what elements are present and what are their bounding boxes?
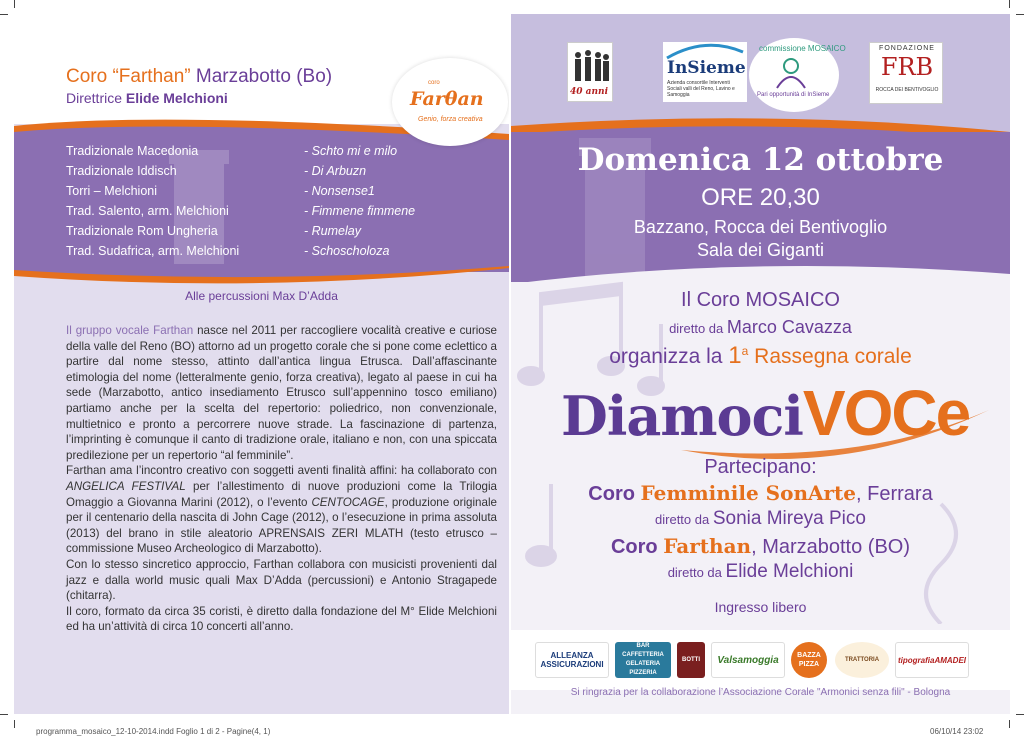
host-director-line (511, 317, 1010, 338)
percussion-credit: Alle percussioni Max D’Adda (185, 289, 338, 303)
event-date: Domenica 12 ottobre (577, 142, 944, 178)
directed-by-label: diretto da (669, 321, 727, 336)
guest-1-director-line (511, 508, 1010, 530)
fondazione-logo (869, 42, 943, 104)
partecipano-heading: Partecipano: (704, 456, 817, 478)
crop-mark (14, 720, 15, 728)
track-origin: Torri – Melchioni (66, 184, 158, 198)
track-origin: Trad. Sudafrica, arm. Melchioni (66, 244, 240, 258)
crop-mark (0, 714, 8, 715)
edition-sup: a (741, 344, 749, 358)
bio-paragraph (66, 323, 497, 463)
sponsor-logo: Valsamoggia (711, 642, 785, 678)
festival-line (511, 342, 1010, 370)
guest-1-city: , Ferrara (856, 483, 933, 505)
track-title: - Schoscholoza (304, 244, 390, 258)
track-title: - Di Arbuzn (304, 164, 367, 178)
logo-tagline: Genio, forza creativa (418, 116, 483, 123)
anniversary-logo (567, 42, 613, 102)
crowd-icon (568, 43, 614, 87)
diamoci-word: Diamoci (561, 384, 803, 448)
guest-2-prefix: Coro (610, 536, 664, 558)
sponsor-logo: BAZZA PIZZA (791, 642, 827, 678)
edition-number: 1 (728, 342, 742, 369)
coro-city: Marzabotto (Bo) (190, 66, 333, 87)
crop-mark (1009, 0, 1010, 8)
director-name: Elide Melchioni (125, 90, 228, 106)
insieme-logo (663, 42, 747, 102)
bio-italic: CENTOCAGE (311, 495, 385, 509)
event-hall: Sala dei Giganti (696, 240, 825, 260)
crop-mark (1016, 714, 1024, 715)
sponsor-logo: BOTTI (677, 642, 705, 678)
host-choir-name: MOSAICO (745, 289, 840, 311)
sponsor-logo: tipografiaAMADEI (895, 642, 969, 678)
track-origin: Trad. Salento, arm. Melchioni (66, 204, 229, 218)
commissione-subtitle: Pari opportunità di InSieme (757, 92, 830, 98)
sponsor-logo: BAR CAFFETTERIA GELATERIA PIZZERIA (615, 642, 671, 678)
insieme-text: InSieme (667, 58, 746, 78)
left-panel (14, 14, 509, 714)
track-title: - Nonsense1 (304, 184, 375, 198)
track-origin: Tradizionale Iddisch (66, 164, 177, 178)
event-place: Bazzano, Rocca dei Bentivoglio (633, 217, 888, 237)
bio-paragraph: Il coro, formato da circa 35 coristi, è diretto dalla fondazione del M° Elide Melchioni ed ha un’attività di circa 10 concerti all’anno. (66, 604, 497, 634)
host-director-name: Marco Cavazza (726, 317, 852, 337)
guest-2-director-line (511, 561, 1010, 583)
mosaic-figure-icon (771, 56, 811, 90)
print-slug-left: programma_mosaico_12-10-2014.indd Foglio 1 di 2 - Pagine(4, 1) (36, 727, 271, 736)
print-slug-right: 06/10/14 23:02 (930, 727, 984, 736)
bio-text-span: per l’allestimento di nuove produzioni come la Trilogia Omaggio a Giovanna Marini (2012), o l’evento (66, 479, 497, 509)
track-origin: Tradizionale Rom Ungheria (66, 224, 218, 238)
guest-choir-2 (511, 534, 1010, 559)
festival-name: Rassegna corale (748, 345, 912, 368)
bio-text-span: nasce nel 2011 per raccogliere vocalità creative e curiose della valle del Reno (BO) attorno ad un progetto corale che si pone come eclettico a partire dal nome stesso, attinto dall’antica lingua Etrusca. Dall’affascinante etimologia del nome (letteralmente genio, forza creativa), legato al paese in cui ha sede (Marzabotto, antico insediamento Etrusco sull’appennino tosco emiliano) partiamo anche per la scelta del repertorio: poliedrico, non convenzionale, multietnico e pronto a percorrere nuove strade. La fascinazione di partenza, l’imprinting è comunque il canto di tradizione orale, italiano e non, con una spiccata predilezione per un repertorio “al femminile”. (66, 324, 497, 462)
thanks-line: Si ringrazia per la collaborazione l’Associazione Corale "Armonici senza fili" - Bologna (570, 687, 951, 698)
bio-paragraph: Con lo stesso sincretico approccio, Farthan collabora con musicisti provenienti dal jazz e dalla world music quali Max D’Adda (percussioni) e Antonio Stragapede (chitarra). (66, 557, 497, 603)
insieme-subtitle: Azienda consortile Interventi Sociali valli del Reno, Lavino e Samoggia (667, 80, 735, 98)
bio-text-span: Farthan ama l’incontro creativo con soggetti aventi finalità affini: ha collaborato con (66, 464, 497, 478)
logo-coro-text: coro (428, 80, 440, 86)
director-prefix: Direttrice (66, 90, 126, 106)
coro-prefix: Coro (66, 66, 113, 87)
fondazione-text: FONDAZIONE (879, 45, 935, 52)
guest-1-director: Sonia Mireya Pico (712, 508, 866, 529)
organizza-text: organizza la (609, 345, 729, 368)
guest-1-name: Femminile SonArte (640, 481, 857, 505)
directed-by-label: diretto da (667, 565, 726, 580)
directed-by-label: diretto da (655, 512, 713, 527)
guest-2-director: Elide Melchioni (725, 561, 854, 582)
bio-italic: ANGELICA FESTIVAL (66, 479, 186, 493)
commissione-logo (749, 38, 846, 112)
coro-title (66, 66, 332, 88)
track-title: - Schto mi e milo (304, 144, 398, 158)
guest-1-prefix: Coro (588, 483, 641, 505)
crop-mark (14, 0, 15, 8)
free-entry: Ingresso libero (714, 599, 807, 615)
right-panel (511, 14, 1010, 714)
coro-name: “Farthan” (112, 66, 191, 87)
logos-row (511, 14, 1010, 122)
track-origin: Tradizionale Macedonia (66, 144, 199, 158)
sponsor-logo: ALLEANZA ASSICURAZIONI (535, 642, 609, 678)
crop-mark (0, 14, 8, 15)
logo-farthan-text: Farθan (410, 88, 484, 110)
festival-logo (561, 376, 969, 450)
commissione-text: commissione MOSAICO (759, 44, 846, 53)
guest-2-city: , Marzabotto (BO) (751, 536, 911, 558)
sponsor-logo: TRATTORIA (835, 642, 889, 678)
host-prefix: Il Coro (681, 289, 746, 311)
host-choir-line (511, 289, 1010, 312)
crop-mark (1016, 14, 1024, 15)
guest-choir-1 (511, 481, 1010, 506)
guest-2-name: Farthan (663, 534, 752, 558)
voce-word: VOCe (802, 377, 970, 449)
track-title: - Fimmene fimmene (304, 204, 416, 218)
event-time: ORE 20,30 (701, 184, 820, 211)
crop-mark (1009, 720, 1010, 728)
farthan-logo (392, 58, 508, 146)
anniversary-text: 40 anni (570, 87, 608, 97)
frb-text: FRB (880, 53, 934, 81)
director-line (66, 90, 228, 106)
bio-text-span: , produzione originale per il centenario della nascita di John Cage (2012), o l’esecuzione in prima assoluta (2013) del brano in stile aleatorio APRENSAIS ZERI MLATH (testo etrusco – commissione Museo Archeologico di Marzabotto). (66, 495, 497, 556)
track-title: - Rumelay (304, 224, 361, 238)
frb-subtitle: ROCCA DEI BENTIVOGLIO (875, 87, 939, 93)
bio-paragraph (66, 463, 497, 557)
bio-lead: Il gruppo vocale Farthan (66, 324, 194, 337)
bio-text (66, 323, 497, 635)
